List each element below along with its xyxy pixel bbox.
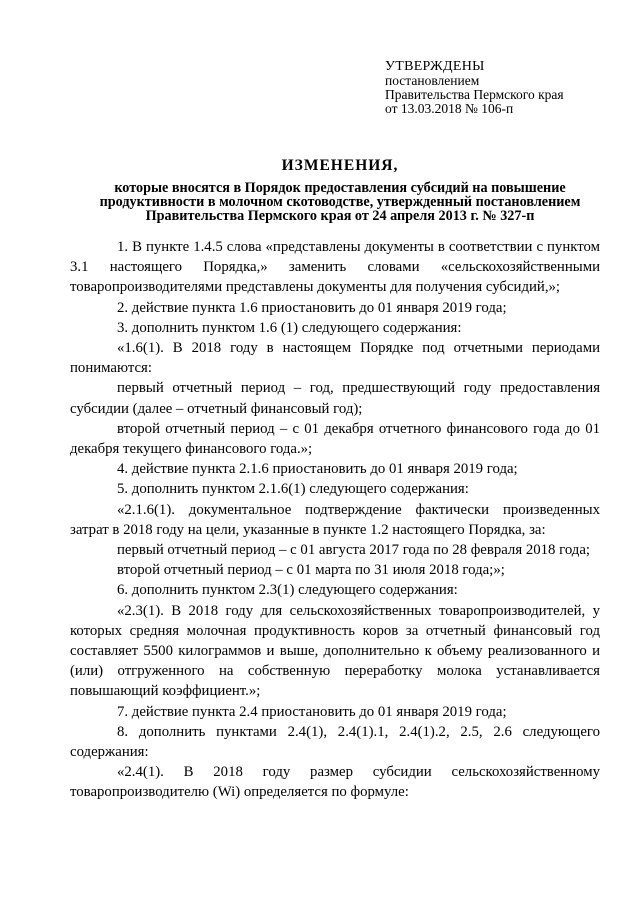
paragraph: «2.3(1). В 2018 году для сельскохозяйственных товаропроизводителей, у которых средняя молочная продуктивность коров за отчетный финансовый год составляет 5500 килограммов и выше, дополнительно к объему реализованного и (или) отгруженного на собственную переработку молока устанавливается повышающий коэффициент.»; xyxy=(70,602,600,700)
paragraph: 3. дополнить пунктом 1.6 (1) следующего содержания: xyxy=(117,319,462,336)
document-body xyxy=(70,237,600,803)
paragraph: 7. действие пункта 2.4 приостановить до 01 января 2019 года; xyxy=(117,703,507,720)
approved-heading: УТВЕРЖДЕНЫ xyxy=(385,59,485,74)
paragraph: 4. действие пункта 2.1.6 приостановить до 01 января 2019 года; xyxy=(117,461,518,478)
paragraph: второй отчетный период – с 01 марта по 31 июля 2018 года;»; xyxy=(117,562,505,579)
paragraph: первый отчетный период – с 01 августа 2017 года по 28 февраля 2018 года; xyxy=(117,542,590,559)
paragraph: 8. дополнить пунктами 2.4(1), 2.4(1).1, 2.4(1).2, 2.5, 2.6 следующего содержания: xyxy=(70,723,600,761)
subtitle-line-2: продуктивности в молочном скотоводстве, утвержденный постановлением xyxy=(99,194,581,210)
paragraph: 5. дополнить пунктом 2.1.6(1) следующего содержания: xyxy=(117,481,469,498)
approved-line-3: от 13.03.2018 № 106-п xyxy=(385,101,514,116)
paragraph: второй отчетный период – с 01 декабря отчетного финансового года до 01 декабря текущего финансового года.»; xyxy=(70,420,600,458)
paragraph: «2.1.6(1). документальное подтверждение фактически произведенных затрат в 2018 году на цели, указанные в пункте 1.2 настоящего Порядка, за: xyxy=(70,501,600,538)
paragraph: 2. действие пункта 1.6 приостановить до 01 января 2019 года; xyxy=(117,299,507,316)
approval-stamp xyxy=(385,60,625,116)
paragraph: «1.6(1). В 2018 году в настоящем Порядке под отчетными периодами понимаются: xyxy=(70,340,600,377)
paragraph: 1. В пункте 1.4.5 слова «представлены документы в соответствии с пунктом 3.1 настоящего Порядка,» заменить словами «сельскохозяйственными товаропроизводителями представлены документы для получения субсидий,»; xyxy=(70,239,600,296)
subtitle-line-3: Правительства Пермского края от 24 апреля 2013 г. № 327-п xyxy=(145,208,535,224)
paragraph: первый отчетный период – год, предшествующий году предоставления субсидии (далее – отчетный финансовый год); xyxy=(70,380,600,417)
subtitle-line-1: которые вносятся в Порядок предоставления субсидий на повышение xyxy=(114,180,566,196)
approved-line-2: Правительства Пермского края xyxy=(385,87,564,102)
document-title-block xyxy=(70,157,610,223)
paragraph: 6. дополнить пунктом 2.3(1) следующего содержания: xyxy=(117,582,458,599)
document-title: ИЗМЕНЕНИЯ, xyxy=(281,157,399,174)
paragraph: «2.4(1). В 2018 году размер субсидии сельскохозяйственному товаропроизводителю (Wi) определяется по формуле: xyxy=(70,764,600,801)
approved-line-1: постановлением xyxy=(385,73,480,88)
